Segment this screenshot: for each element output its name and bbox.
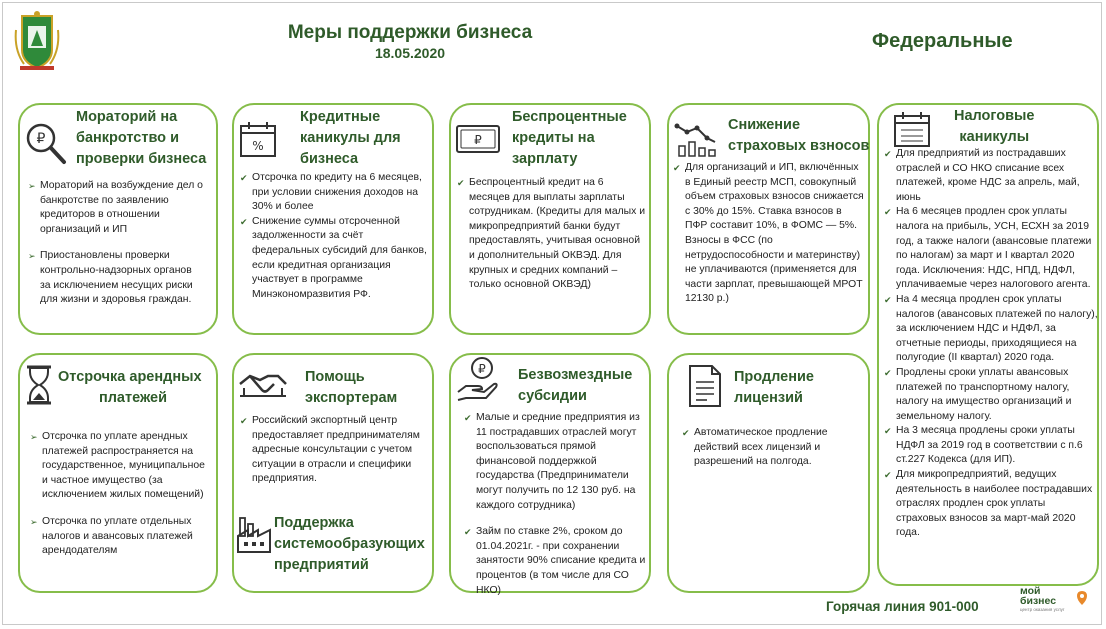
coat-of-arms-icon — [14, 10, 60, 72]
card-credit-list — [240, 171, 430, 302]
svg-text:%: % — [252, 139, 264, 153]
card-rent-list — [30, 430, 212, 559]
list-item: ✔ Для организаций и ИП, включённых в Единый реестр МСП, совокупный объем страховых взносов снижается с 30% до 15%. Ставка взносов в ПФР составит 10%, в ФОМС — 5%. Взносы в ФСС (по нетрудоспособности и материнству) не уплачиваются (применяется для части зарплат, превышающей МРОТ 12130 р.) — [673, 161, 865, 307]
ruble-hand-icon — [456, 356, 500, 402]
location-pin-icon — [1076, 590, 1088, 606]
card-salary-list — [457, 176, 647, 293]
card-export-sub-title: Поддержка системообразующих предприятий — [274, 515, 425, 573]
svg-text:₽: ₽ — [36, 131, 46, 147]
list-item: ✔ Займ по ставке 2%, сроком до 01.04.2021г. - при сохранении занятости 90% списание кредита и процентов (в том числе для СО НКО) — [464, 525, 646, 598]
list-item: ➢ Приостановлены проверки контрольно-надзорных органов за исключением несущих риски для жизни и здоровья граждан. — [28, 249, 204, 307]
ruble-banknote-icon — [455, 124, 501, 154]
list-item: ✔ Российский экспортный центр предоставляет предпринимателям адресные консультации с учетом ситуации в отрасли и специфики предприятия. — [240, 414, 430, 487]
card-insurance-title: Снижение страховых взносов — [728, 117, 870, 154]
list-item: ➢ Отсрочка по уплате арендных платежей распространяется на государственное, муниципальное и частное имущество (за исключением жилых помещений) — [30, 430, 212, 503]
svg-text:₽: ₽ — [474, 133, 482, 147]
list-item: ✔ Для предприятий из пострадавших отраслей и СО НКО списание всех платежей, кроме НДС за апрель, май, июнь — [884, 147, 1098, 205]
handshake-icon — [238, 366, 288, 400]
card-rent-title: Отсрочка арендных платежей — [58, 369, 202, 406]
card-license-title: Продление лицензий — [734, 369, 814, 406]
card-subsidy-title: Безвозмездные субсидии — [518, 367, 633, 404]
svg-text:₽: ₽ — [478, 362, 486, 376]
list-item: ✔ Отсрочка по кредиту на 6 месяцев, при условии снижения доходов на 30% и более — [240, 171, 430, 215]
hotline-label: Горячая линия 901-000 — [826, 599, 979, 614]
list-item: ✔ Для микропредприятий, ведущих деятельность в наиболее пострадавших отраслях продлен срок уплаты страховых взносов за март-май 2020 года. — [884, 468, 1098, 541]
list-item: ✔ На 3 месяца продлены сроки уплаты НДФЛ за 2019 год в соответствии с п.6 ст.227 Кодекса (для ИП). — [884, 424, 1098, 468]
calendar-icon — [892, 110, 932, 150]
page-date: 18.05.2020 — [374, 45, 446, 61]
card-tax-title: Налоговые каникулы — [954, 108, 1035, 145]
my-business-logo: мой бизнес центр оказания услуг — [1014, 586, 1094, 614]
card-license-list — [682, 426, 862, 470]
list-item: ✔ Беспроцентный кредит на 6 месяцев для выплаты зарплаты сотрудникам. (Кредиты для малых и микропредприятий банки будут предоставлять, учитывая основной и дополнительный ОКВЭД. Для крупных и средних компаний – только основной ОКВЭД) — [457, 176, 647, 293]
card-salary-title: Беспроцентные кредиты на зарплату — [512, 109, 627, 167]
list-item: ✔ Автоматическое продление действий всех лицензий и разрешений на полгода. — [682, 426, 862, 470]
list-item: ✔ На 4 месяца продлен срок уплаты налогов (авансовых платежей по налогу), за исключением НДС и НДФЛ, за отчетные периоды, приходящиеся на полугодие (II квартал) 2020 года. — [884, 293, 1098, 366]
card-subsidy-list — [464, 411, 646, 598]
card-export-title: Помощь экспортерам — [305, 369, 398, 406]
list-item: ➢ Отсрочка по уплате отдельных налогов и авансовых платежей арендодателям — [30, 515, 212, 559]
scope-label: Федеральные — [872, 30, 1013, 52]
card-bankruptcy-list — [28, 179, 204, 308]
card-export-list — [240, 414, 430, 487]
calendar-percent-icon — [238, 120, 278, 160]
card-credit-title: Кредитные каникулы для бизнеса — [300, 109, 401, 167]
list-item: ✔ Снижение суммы отсроченной задолженности за счёт федеральных субсидий для банков, если кредитная организация участвует в программе Минэкономразвития РФ. — [240, 215, 430, 303]
list-item: ➢ Мораторий на возбуждение дел о банкротстве по заявлению кредиторов в отношении организаций и ИП — [28, 179, 204, 237]
card-tax-list — [884, 147, 1098, 541]
ruble-magnifier-icon — [24, 120, 70, 168]
page-title: Меры поддержки бизнеса — [287, 22, 533, 43]
card-bankruptcy-title: Мораторий на банкротство и проверки бизнеса — [76, 109, 207, 167]
card-insurance-list — [673, 161, 865, 307]
document-icon — [687, 364, 723, 408]
factory-icon — [236, 516, 272, 554]
declining-chart-icon — [673, 118, 719, 158]
list-item: ✔ На 6 месяцев продлен срок уплаты налога на прибыль, УСН, ЕСХН за 2019 год, а также налоги (авансовые платежи по налогам) за март и I квартал 2020 года. Исключения: НДС, НПД, НДФЛ, уплачиваемые через налогового агента. — [884, 205, 1098, 293]
list-item: ✔ Малые и средние предприятия из 11 пострадавших отраслей могут воспользоваться прямой финансовой поддержкой государства (Предприниматели могут получить по 12 130 руб. на каждого сотрудника) — [464, 411, 646, 513]
list-item: ✔ Продлены сроки уплаты авансовых платежей по транспортному налогу, налогу на имущество организаций и земельному налогу. — [884, 366, 1098, 424]
hourglass-icon — [24, 364, 54, 406]
